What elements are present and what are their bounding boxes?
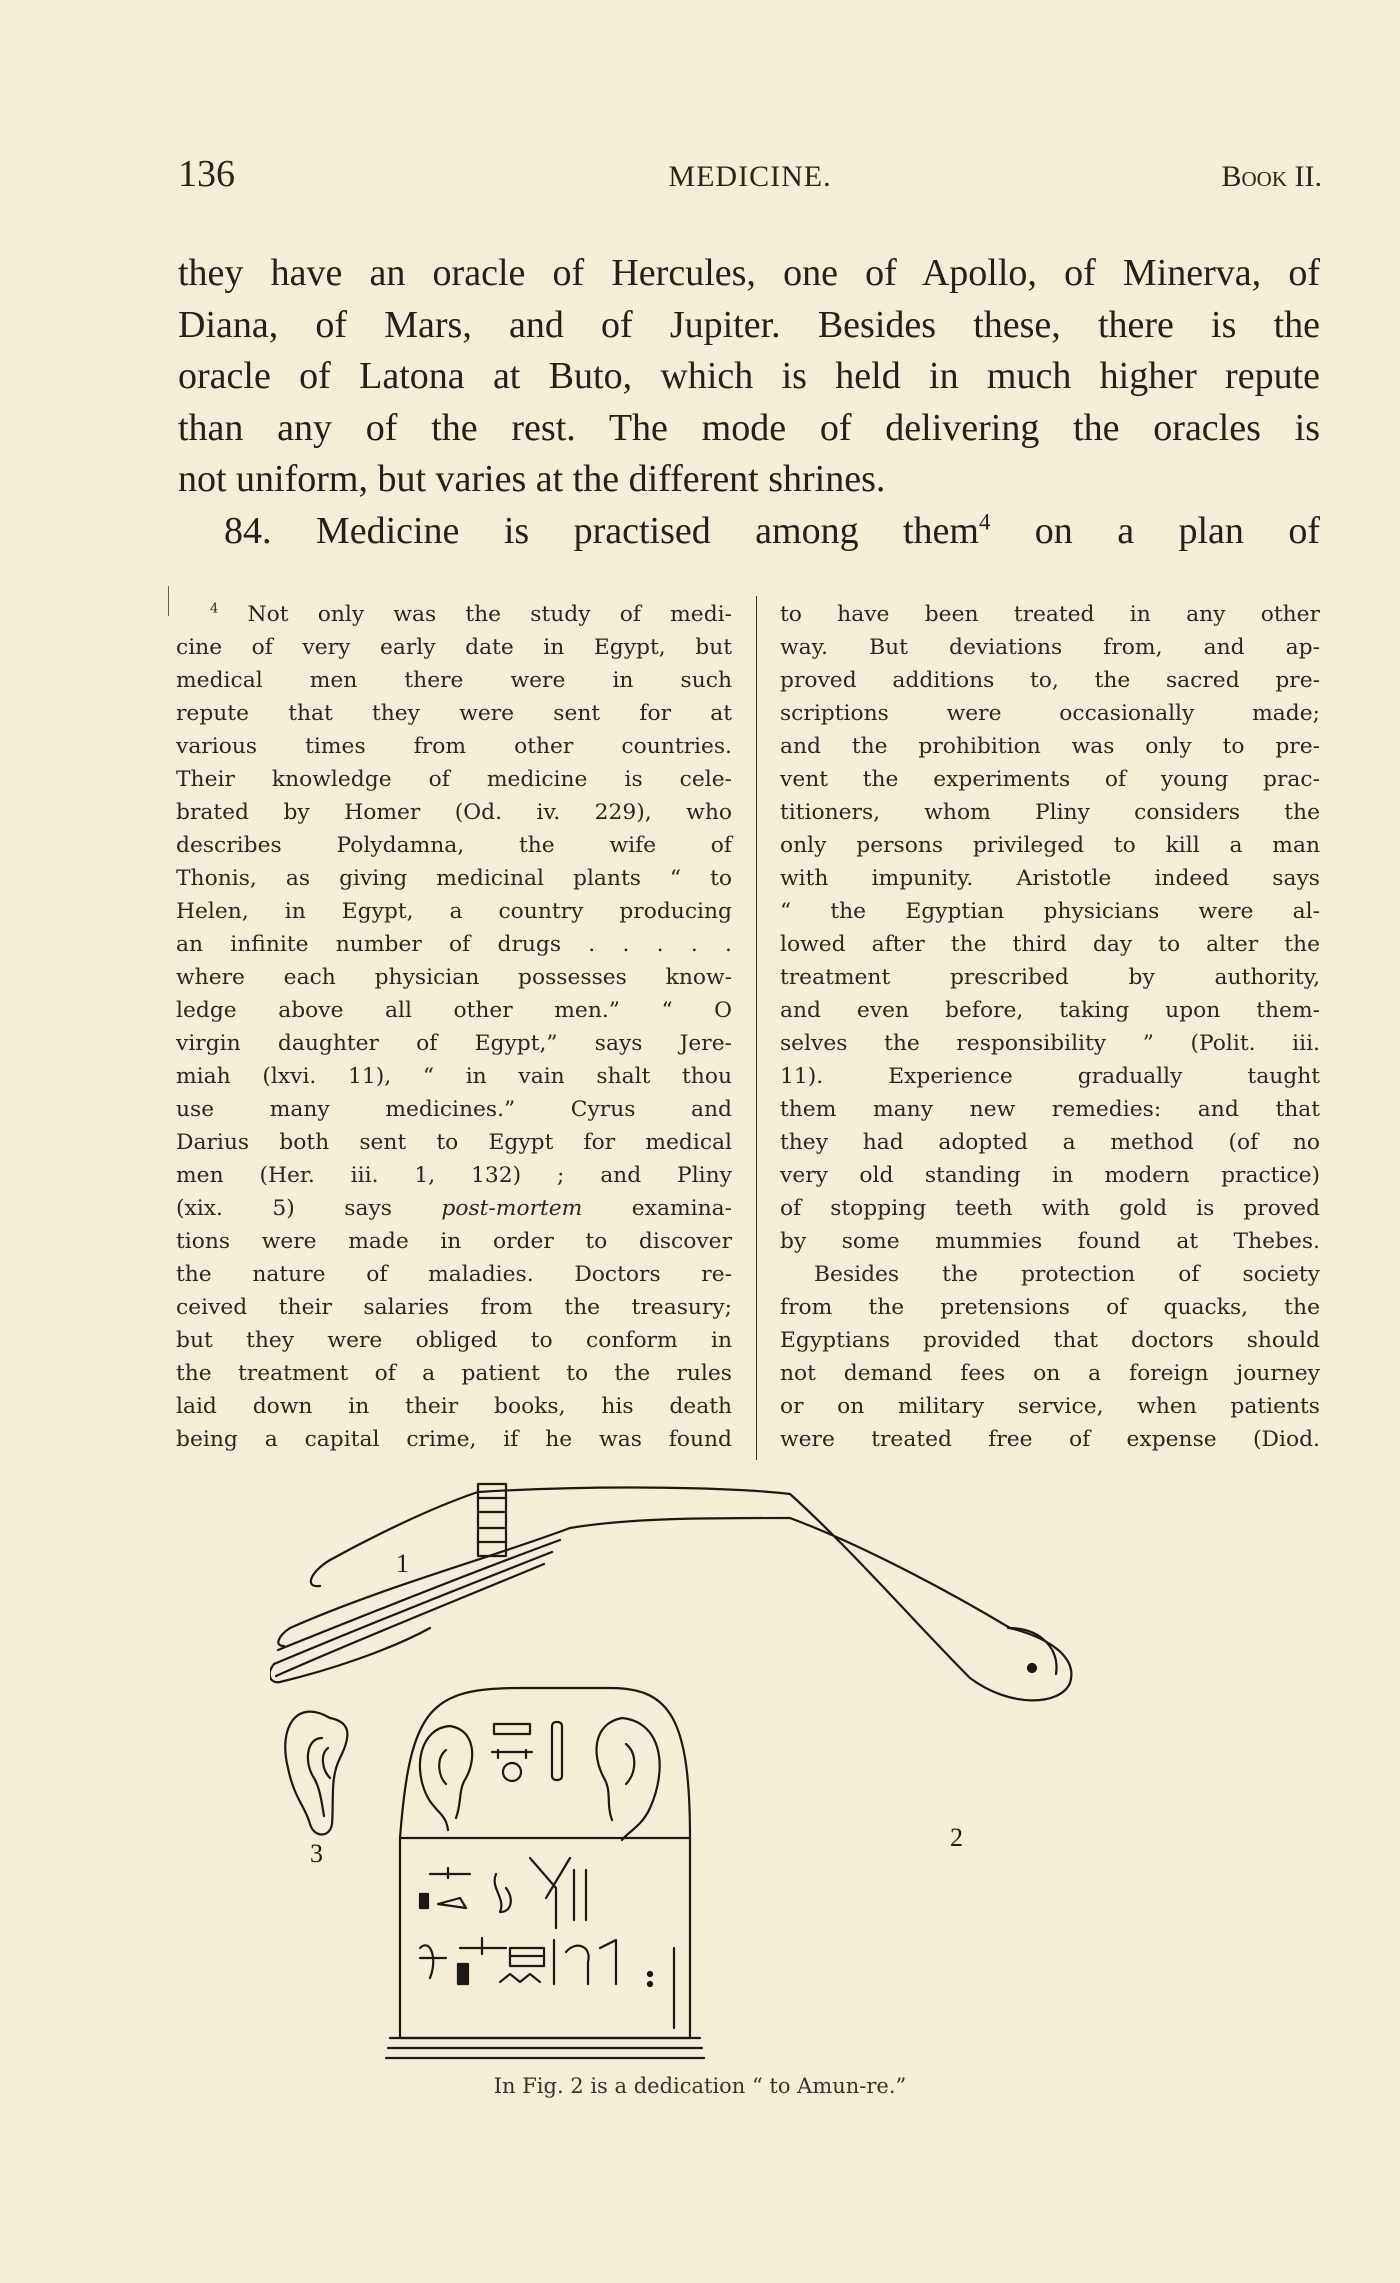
footnote-left-column (176, 598, 732, 1456)
italic-term: post-mortem (441, 1196, 583, 1221)
figure-label-1: 1 (396, 1549, 409, 1578)
footnote-line: vent the experiments of young prac- (780, 767, 1320, 792)
footnote-line: repute that they were sent for at (176, 701, 732, 726)
footnote-line: from the pretensions of quacks, the (780, 1295, 1320, 1320)
footnote-line: but they were obliged to conform in (176, 1328, 732, 1353)
margin-mark (168, 586, 169, 616)
footnote-line: ceived their salaries from the treasury; (176, 1295, 732, 1320)
para84-end: on a plan of (990, 509, 1320, 552)
dedication-tablet-drawing (386, 1688, 704, 2058)
main-line: Diana, of Mars, and of Jupiter. Besides these, there is the (178, 303, 1320, 346)
footnote-line: use many medicines.” Cyrus and (176, 1097, 732, 1122)
footnote-line: the treatment of a patient to the rules (176, 1361, 732, 1386)
footnote-line: medical men there were in such (176, 668, 732, 693)
footnote-line: an infinite number of drugs . . . . . (176, 932, 732, 957)
footnote-line: treatment prescribed by authority, (780, 965, 1320, 990)
footnote-line: being a capital crime, if he was found (176, 1427, 732, 1452)
footnote-line: were treated free of expense (Diod. (780, 1427, 1320, 1452)
footnote-line: titioners, whom Pliny considers the (780, 800, 1320, 825)
footnote-ref-marker: 4 (978, 508, 991, 534)
footnote-line: Thonis, as giving medicinal plants “ to (176, 866, 732, 891)
footnote-line: 11). Experience gradually taught (780, 1064, 1320, 1089)
column-divider (756, 596, 757, 1460)
book-label: Book II. (1221, 160, 1322, 193)
footnote-line: to have been treated in any other (780, 602, 1320, 627)
footnote-line: selves the responsibility ” (Polit. iii. (780, 1031, 1320, 1056)
footnote-line: or on military service, when patients (780, 1394, 1320, 1419)
footnote-line: Darius both sent to Egypt for medical (176, 1130, 732, 1155)
footnote-line: $^4$ Not only was the study of medi- (210, 601, 732, 627)
footnote-line: them many new remedies: and that (780, 1097, 1320, 1122)
footnote-line: cine of very early date in Egypt, but (176, 635, 732, 660)
footnote-line: “ the Egyptian physicians were al- (780, 899, 1320, 924)
footnote-line: very old standing in modern practice) (780, 1163, 1320, 1188)
footnote-line: describes Polydamna, the wife of (176, 833, 732, 858)
footnote-line: of stopping teeth with gold is proved (780, 1196, 1320, 1221)
footnote-line: tions were made in order to discover (176, 1229, 732, 1254)
chapter-title: MEDICINE. (668, 160, 832, 193)
footnote-line: Egyptians provided that doctors should (780, 1328, 1320, 1353)
footnote-line: by some mummies found at Thebes. (780, 1229, 1320, 1254)
footnote-line: Helen, in Egypt, a country producing (176, 899, 732, 924)
footnote-line: (xix. 5) says post-mortem examina- (176, 1196, 733, 1221)
main-line: than any of the rest. The mode of delivering the oracles is (178, 406, 1320, 449)
figure-label-3: 3 (310, 1839, 323, 1868)
footnote-line: the nature of maladies. Doctors re- (176, 1262, 732, 1287)
footnote-line: scriptions were occasionally made; (780, 701, 1320, 726)
page-number: 136 (178, 153, 235, 195)
footnote-line: various times from other countries. (176, 734, 732, 759)
footnote-line: ledge above all other men.” “ O (176, 998, 732, 1023)
footnote-line: brated by Homer (Od. iv. 229), who (176, 800, 732, 825)
footnote-line: they had adopted a method (of no (780, 1130, 1320, 1155)
figure-caption: In Fig. 2 is a dedication “ to Amun-re.” (493, 2074, 907, 2098)
footnote-line: Besides the protection of society (814, 1262, 1320, 1287)
main-text (178, 248, 1320, 557)
votive-figure-illustration (270, 1478, 1250, 2098)
footnote-line: and the prohibition was only to pre- (780, 734, 1320, 759)
footnote-number: 4 (210, 601, 219, 617)
ear-drawing-small (285, 1712, 347, 1835)
footnote-line: lowed after the third day to alter the (780, 932, 1320, 957)
footnote-line: men (Her. iii. 1, 132) ; and Pliny (176, 1163, 732, 1188)
figure-label-2: 2 (950, 1823, 963, 1852)
footnote-line: not demand fees on a foreign journey (780, 1361, 1320, 1386)
votive-arm-drawing (270, 1484, 1071, 1700)
main-line: not uniform, but varies at the different shrines. (178, 458, 886, 500)
paragraph-84 (178, 506, 1320, 558)
footnote-line: Their knowledge of medicine is cele- (176, 767, 732, 792)
footnote-line: and even before, taking upon them- (780, 998, 1320, 1023)
footnote-line: where each physician possesses know- (176, 965, 732, 990)
footnote-line: laid down in their books, his death (176, 1394, 732, 1419)
footnote-line: way. But deviations from, and ap- (780, 635, 1320, 660)
main-line: they have an oracle of Hercules, one of Apollo, of Minerva, of (178, 252, 1320, 294)
para84-start: 84. Medicine is practised among them (224, 509, 979, 552)
footnote-line: only persons privileged to kill a man (780, 833, 1320, 858)
running-head (178, 153, 1322, 200)
footnote-line: proved additions to, the sacred pre- (780, 668, 1320, 693)
main-line: oracle of Latona at Buto, which is held in much higher repute (178, 355, 1320, 397)
footnote-line: virgin daughter of Egypt,” says Jere- (176, 1031, 732, 1056)
footnote-line: with impunity. Aristotle indeed says (780, 866, 1320, 891)
footnote-right-column (780, 598, 1320, 1456)
footnote-line: miah (lxvi. 11), “ in vain shalt thou (176, 1064, 732, 1089)
